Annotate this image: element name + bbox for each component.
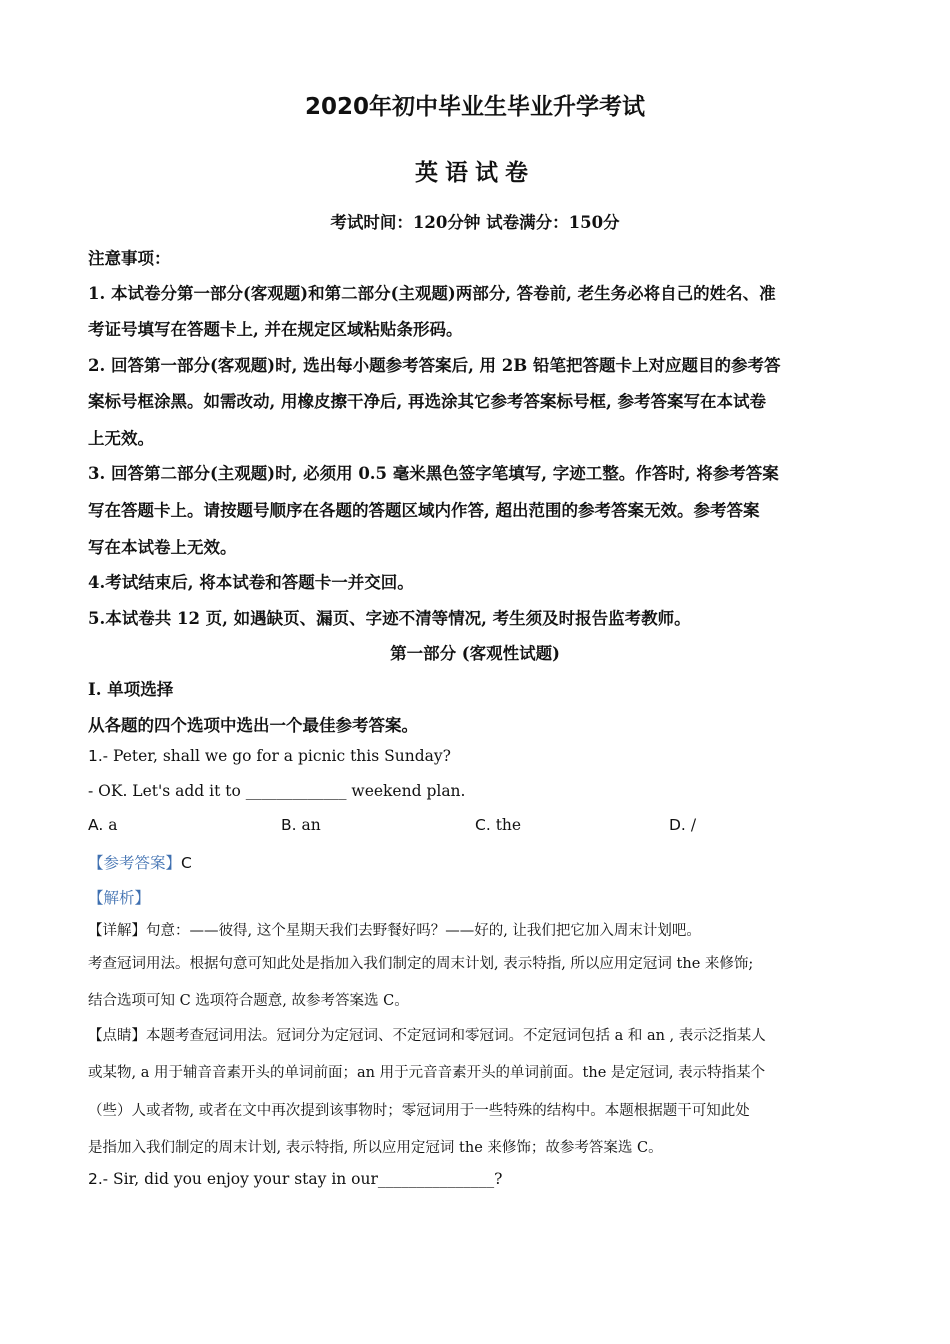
section-instruction: 从各题的四个选项中选出一个最佳参考答案。 <box>88 716 418 735</box>
notes-line: 5.本试卷共 12 页, 如遇缺页、漏页、字迹不清等情况, 考生须及时报告监考教师。 <box>88 609 691 628</box>
notes-line: 上无效。 <box>88 429 154 448</box>
question-number: 2. <box>88 1170 103 1188</box>
exam-subtitle: 英语试卷 <box>415 159 535 186</box>
detail-line: 结合选项可知 C 选项符合题意, 故参考答案选 C。 <box>88 993 409 1009</box>
option-d: D. / <box>669 816 697 834</box>
question-text: - Peter, shall we go for a picnic this Sunday? <box>102 747 451 765</box>
tips-line: 【点睛】本题考查冠词用法。冠词分为定冠词、不定冠词和零冠词。不定冠词包括 a 和 an , 表示泛指某人 <box>88 1028 766 1044</box>
question-number: 1. <box>88 747 103 765</box>
answer-value: C <box>181 854 192 872</box>
question-2-stem <box>88 1170 862 1188</box>
option-c: C. the <box>475 816 522 834</box>
question-1-line: - OK. Let's add it to _____________ weekend plan. <box>88 782 466 800</box>
notes-heading: 注意事项： <box>88 249 171 268</box>
notes-line: 1. 本试卷分第一部分(客观题)和第二部分(主观题)两部分, 答卷前, 老生务必将自己的姓名、准 <box>88 284 776 303</box>
option-a: A. a <box>88 816 118 834</box>
notes-line: 案标号框涂黑。如需改动, 用橡皮擦干净后, 再选涂其它参考答案标号框, 参考答案写在本试卷 <box>88 392 766 411</box>
answer-label: 【参考答案】 <box>88 854 182 872</box>
detail-line: 考查冠词用法。根据句意可知此处是指加入我们制定的周末计划, 表示特指, 所以应用定冠词 the 来修饰; <box>88 956 754 972</box>
option-b: B. an <box>281 816 321 834</box>
tips-line: 或某物, a 用于辅音音素开头的单词前面；an 用于元音音素开头的单词前面。the 是定冠词, 表示特指某个 <box>88 1065 766 1081</box>
detail-line: 【详解】句意：——彼得, 这个星期天我们去野餐好吗？——好的, 让我们把它加入周末计划吧。 <box>88 923 701 939</box>
notes-line: 4.考试结束后, 将本试卷和答题卡一并交回。 <box>88 573 414 592</box>
tips-line: 是指加入我们制定的周末计划, 表示特指, 所以应用定冠词 the 来修饰；故参考答案选 C。 <box>88 1140 663 1156</box>
analysis-label: 【解析】 <box>88 889 151 907</box>
question-text: - Sir, did you enjoy your stay in our_______________? <box>102 1170 503 1188</box>
notes-line: 考证号填写在答题卡上, 并在规定区域粘贴条形码。 <box>88 320 463 339</box>
part-heading: 第一部分 (客观性试题) <box>390 644 560 663</box>
exam-title: 2020年初中毕业生毕业升学考试 <box>304 94 645 120</box>
notes-line: 2. 回答第一部分(客观题)时, 选出每小题参考答案后, 用 2B 铅笔把答题卡上对应题目的参考答 <box>88 356 781 375</box>
notes-line: 3. 回答第二部分(主观题)时, 必须用 0.5 毫米黑色签字笔填写, 字迹工整。作答时, 将参考答案 <box>88 464 779 483</box>
question-1-options <box>88 816 862 838</box>
tips-line: （些）人或者物, 或者在文中再次提到该事物时；零冠词用于一些特殊的结构中。本题根据题干可知此处 <box>88 1103 750 1119</box>
question-1-stem <box>88 747 862 765</box>
section-heading: I. 单项选择 <box>88 680 174 699</box>
notes-line: 写在答题卡上。请按题号顺序在各题的答题区域内作答, 超出范围的参考答案无效。参考答案 <box>88 501 760 520</box>
exam-info: 考试时间：120分钟 试卷满分：150分 <box>330 213 620 232</box>
answer-line <box>88 851 862 873</box>
notes-line: 写在本试卷上无效。 <box>88 538 237 557</box>
